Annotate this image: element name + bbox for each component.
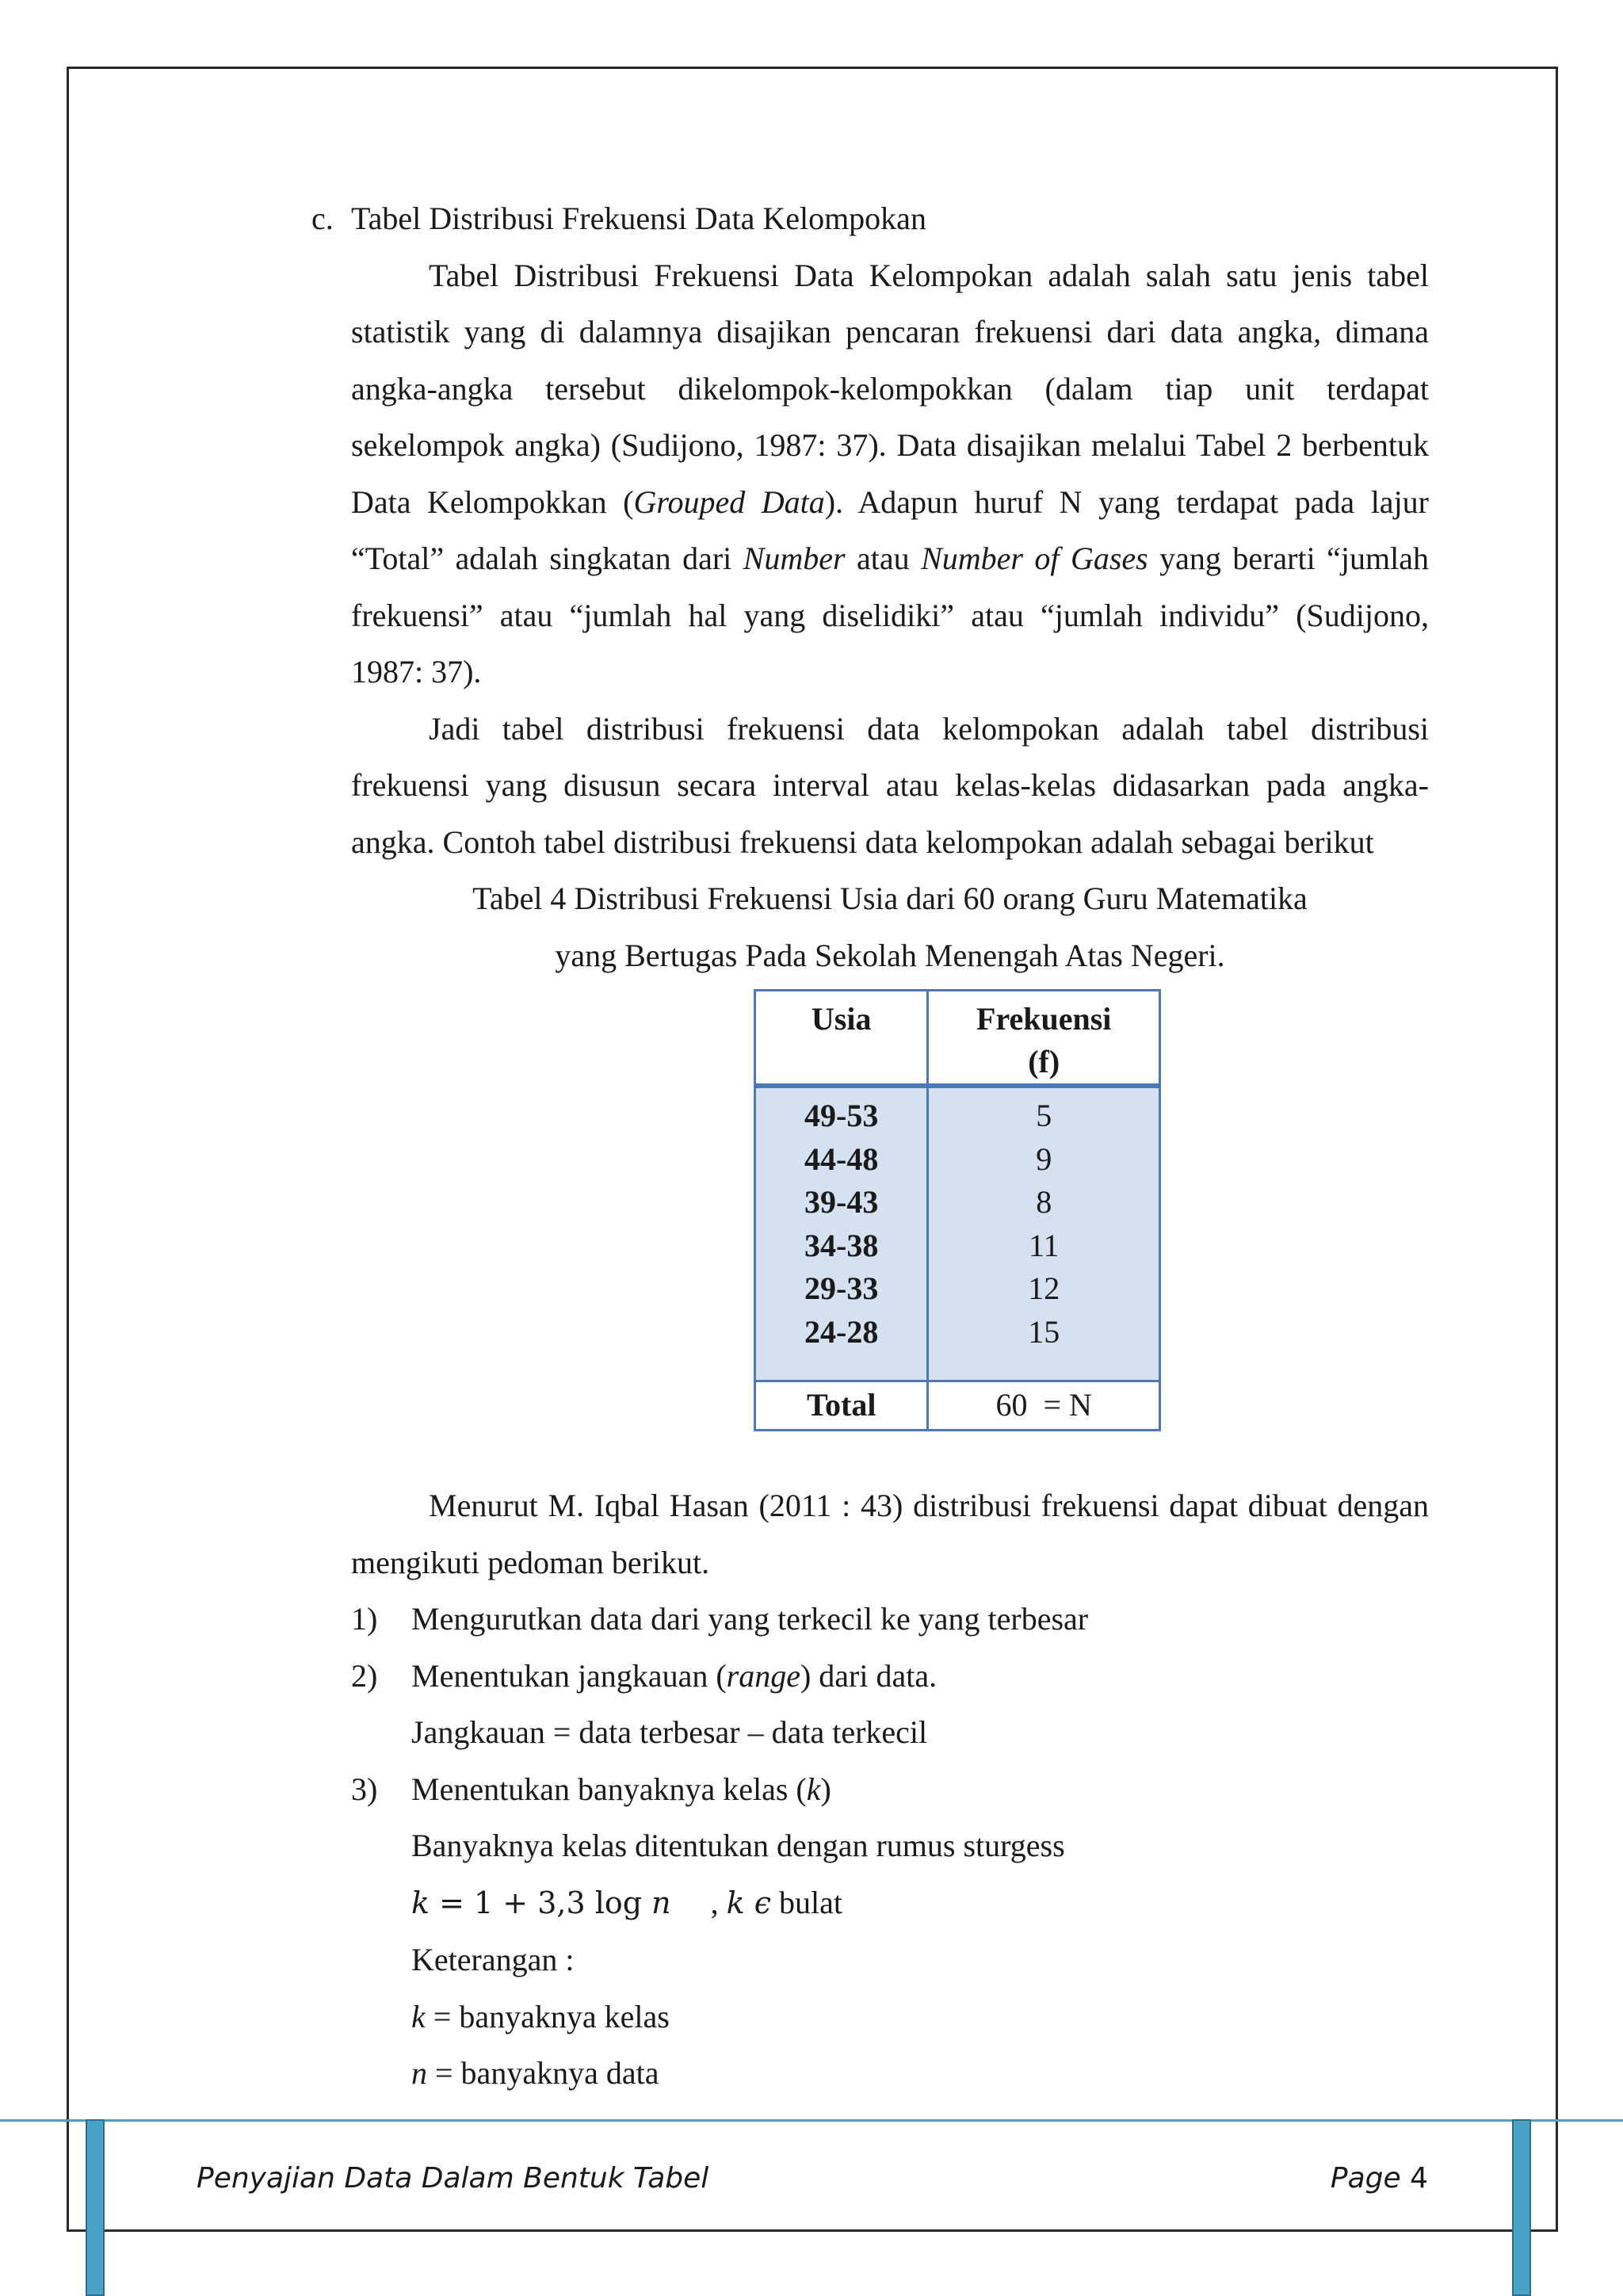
table-header-row	[755, 991, 1160, 1087]
list-item: 1) Mengurutkan data dari yang terkecil ke yang terbesar	[351, 1601, 1089, 1637]
table-caption-line1: Tabel 4 Distribusi Frekuensi Usia dari 60 orang Guru Matematika	[472, 881, 1308, 916]
section-title: Tabel Distribusi Frekuensi Data Kelompokan	[351, 201, 926, 236]
table-body-row	[755, 1086, 1160, 1381]
table-row: 49-53	[804, 1098, 879, 1133]
sturgess-description: Banyaknya kelas ditentukan dengan rumus sturgess	[411, 1828, 1065, 1863]
total-label: Total	[755, 1381, 928, 1430]
table-row: 15	[1028, 1313, 1060, 1350]
frequencies-cell	[928, 1086, 1160, 1381]
table-row: 5	[1036, 1098, 1052, 1133]
header-usia: Usia	[755, 991, 928, 1087]
table-row: 11	[1028, 1227, 1060, 1263]
frequency-table-wrapper	[754, 989, 1161, 1427]
total-value: 60 = N	[928, 1381, 1160, 1430]
footer-accent-right	[1512, 2119, 1531, 2296]
keterangan-label: Keterangan :	[411, 1942, 575, 1977]
section-heading	[311, 190, 1389, 247]
range-formula: Jangkauan = data terbesar – data terkecil	[411, 1714, 928, 1750]
footer-divider	[0, 2119, 1623, 2122]
table-row: 44-48	[804, 1140, 879, 1177]
table-total-row	[755, 1381, 1160, 1430]
footer-title: Penyajian Data Dalam Bentuk Tabel	[197, 2162, 709, 2195]
main-content	[311, 190, 1429, 984]
table-row: 24-28	[804, 1313, 879, 1350]
sturgess-formula: k = 1 + 3,3 log n , k ϵ bulat	[411, 1884, 843, 1920]
table-row: 39-43	[804, 1184, 879, 1220]
list-item: 3) Menentukan banyaknya kelas (k)	[351, 1771, 831, 1807]
paragraph-conclusion: Jadi tabel distribusi frekuensi data kelompokan adalah tabel distribusi frekuensi yang disusun secara interval atau kelas-kelas didasarkan pada angka-angka. Contoh tabel distribusi frekuensi data kelompokan adalah sebagai berikut	[351, 710, 1429, 860]
k-definition: k = banyaknya kelas	[411, 1998, 670, 2034]
age-ranges-cell	[755, 1086, 928, 1381]
table-caption-line2: yang Bertugas Pada Sekolah Menengah Atas Negeri.	[555, 937, 1225, 973]
frequency-table	[754, 989, 1161, 1431]
table-row: 12	[1028, 1270, 1060, 1306]
header-frekuensi: Frekuensi (f)	[928, 991, 1160, 1087]
guideline-list	[351, 1477, 1429, 2102]
table-row: 8	[1036, 1184, 1052, 1220]
n-definition: n = banyaknya data	[411, 2055, 659, 2091]
section-marker: c.	[311, 201, 334, 236]
table-row: 9	[1036, 1140, 1052, 1177]
paragraph-guideline-intro: Menurut M. Iqbal Hasan (2011 : 43) distribusi frekuensi dapat dibuat dengan mengikuti pedoman berikut.	[351, 1488, 1429, 1580]
paragraph-definition: Tabel Distribusi Frekuensi Data Kelompokan adalah salah satu jenis tabel statistik yang di dalamnya disajikan pencaran frekuensi dari data angka, dimana angka-angka tersebut dikelompok-kelompokkan (dalam tiap unit terdapat sekelompok angka) (Sudijono, 1987: 37). Data disajikan melalui Tabel 2 berbentuk Data Kelompokkan (Grouped Data). Adapun huruf N yang terdapat pada lajur “Total” adalah singkatan dari Number atau Number of Gases yang berarti “jumlah frekuensi” atau “jumlah hal yang diselidiki” atau “jumlah individu” (Sudijono, 1987: 37).	[351, 257, 1429, 690]
footer-page: Page 4	[1330, 2162, 1428, 2195]
table-row: 34-38	[804, 1227, 879, 1263]
list-item: 2) Menentukan jangkauan (range) dari data.	[351, 1657, 938, 1694]
footer-accent-left	[86, 2119, 105, 2296]
table-row: 29-33	[804, 1270, 879, 1306]
